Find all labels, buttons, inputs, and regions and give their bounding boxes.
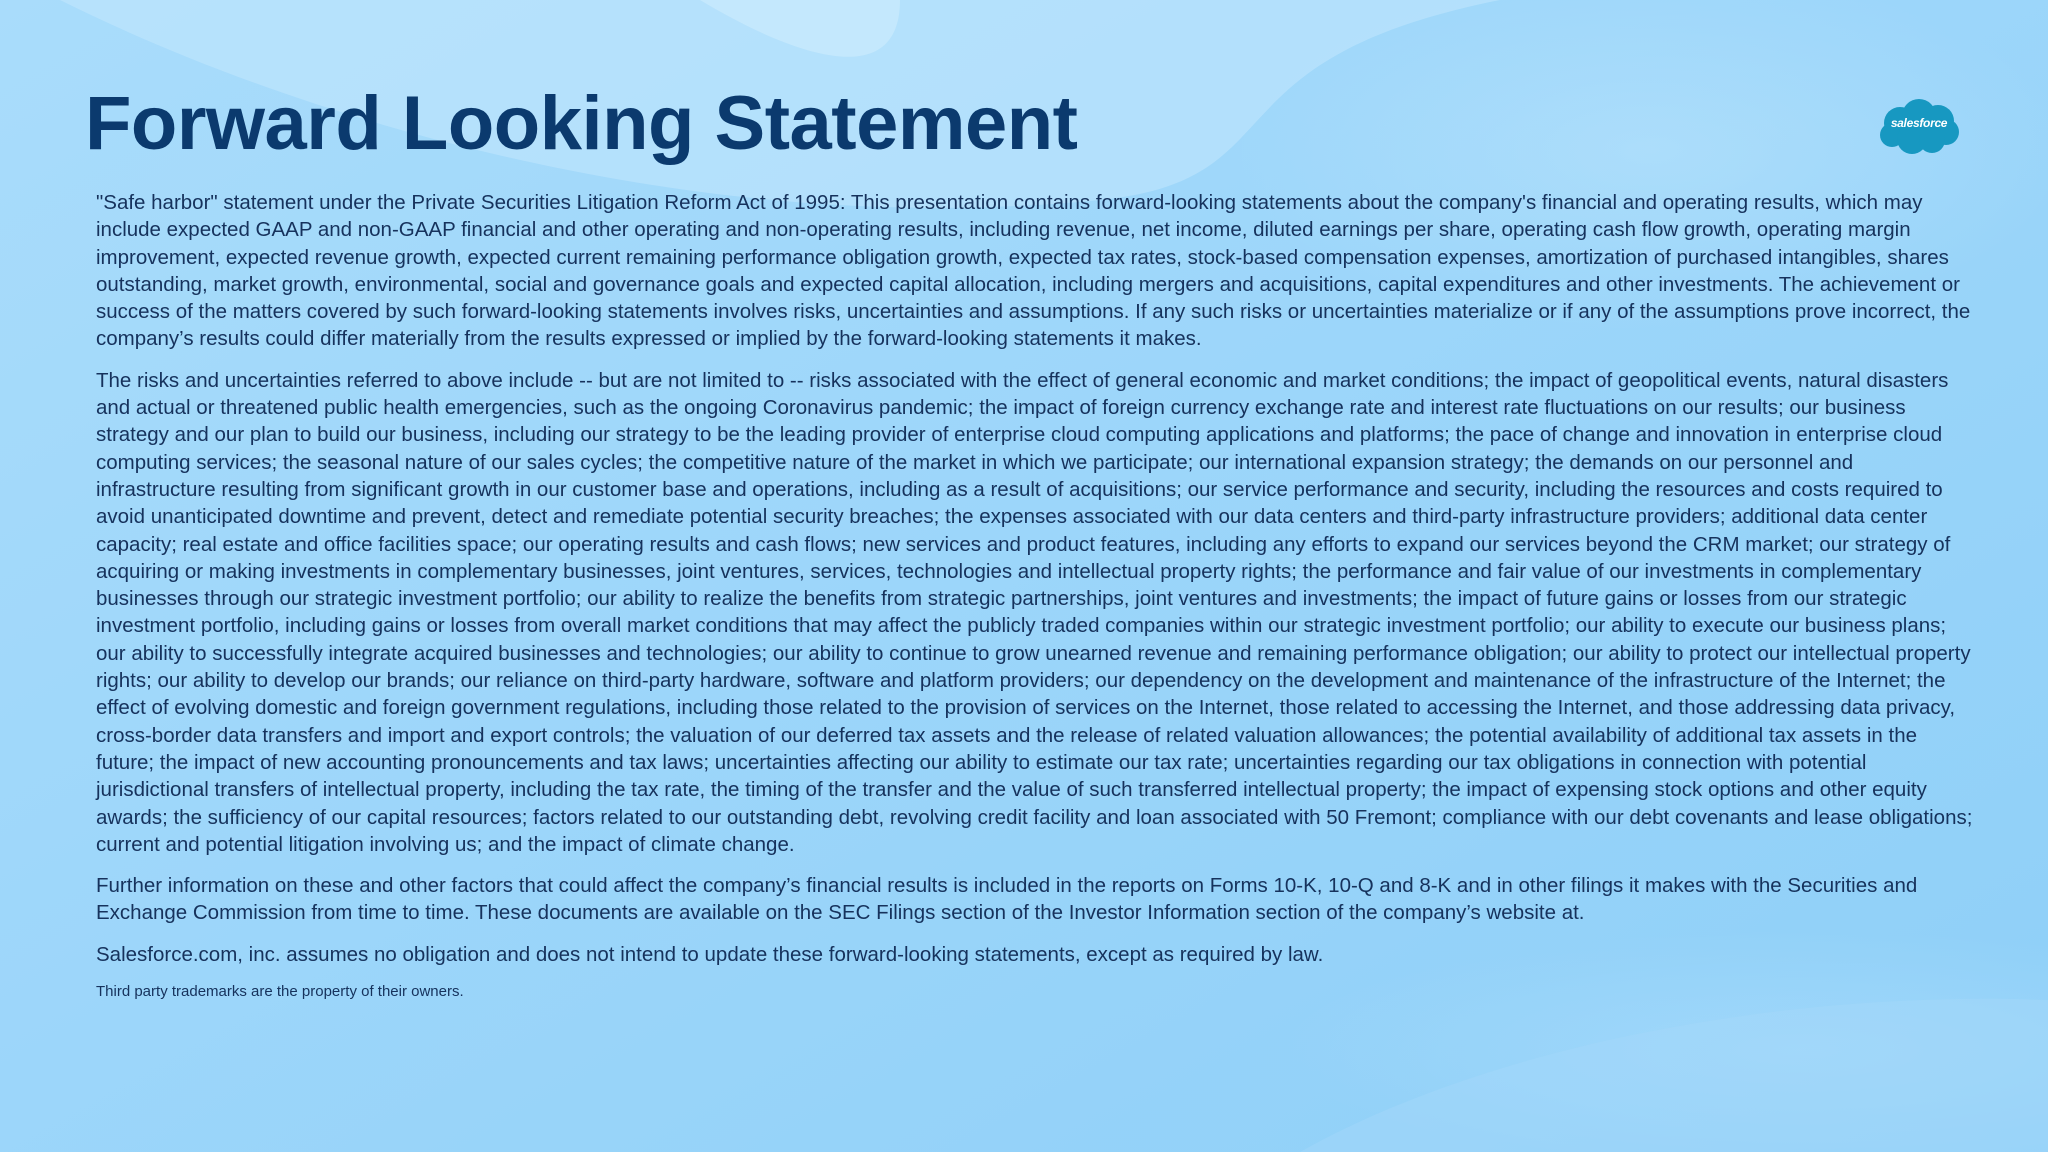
slide-title: Forward Looking Statement bbox=[85, 81, 1078, 166]
trademark-footnote: Third party trademarks are the property of their owners. bbox=[96, 983, 464, 1001]
risks-paragraph: The risks and uncertainties referred to above include -- but are not limited to -- risks associated with the effect of general economic and market conditions; the impact of geopolitical events, natural disasters and actual or threatened public health emergencies, such as the ongoing Coronavirus pandemic; the impact of foreign currency exchange rate and interest rate fluctuations on our results; our business strategy and our plan to build our business, including our strategy to be the leading provider of enterprise cloud computing applications and platforms; the pace of change and innovation in enterprise cloud computing services; the seasonal nature of our sales cycles; the competitive nature of the market in which we participate; our international expansion strategy; the demands on our personnel and infrastructure resulting from significant growth in our customer base and operations, including as a result of acquisitions; our service performance and security, including the resources and costs required to avoid unanticipated downtime and prevent, detect and remediate potential security breaches; the expenses associated with our data centers and third-party infrastructure providers; additional data center capacity; real estate and office facilities space; our operating results and cash flows; new services and product features, including any efforts to expand our services beyond the CRM market; our strategy of acquiring or making investments in complementary businesses, joint ventures, services, technologies and intellectual property rights; the performance and fair value of our investments in complementary businesses through our strategic investment portfolio; our ability to realize the benefits from strategic partnerships, joint ventures and investments; the impact of future gains or losses from our strategic investment portfolio, including gains or losses from overall market conditions that may affect the publicly traded companies within our strategic investment portfolio; our ability to execute our business plans; our ability to successfully integrate acquired businesses and technologies; our ability to continue to grow unearned revenue and remaining performance obligation; our ability to protect our intellectual property rights; our ability to develop our brands; our reliance on third-party hardware, software and platform providers; our dependency on the development and maintenance of the infrastructure of the Internet; the effect of evolving domestic and foreign government regulations, including those related to the provision of services on the Internet, those related to accessing the Internet, and those addressing data privacy, cross-border data transfers and import and export controls; the valuation of our deferred tax assets and the release of related valuation allowances; the potential availability of additional tax assets in the future; the impact of new accounting pronouncements and tax laws; uncertainties affecting our ability to estimate our tax rate; uncertainties regarding our tax obligations in connection with potential jurisdictional transfers of intellectual property, including the tax rate, the timing of the transfer and the value of such transferred intellectual property; the impact of expensing stock options and other equity awards; the sufficiency of our capital resources; factors related to our outstanding debt, revolving credit facility and loan associated with 50 Fremont; compliance with our debt covenants and lease obligations; current and potential litigation involving us; and the impact of climate change. bbox=[96, 368, 1973, 856]
logo-wordmark: salesforce bbox=[1890, 116, 1948, 130]
further-information-paragraph: Further information on these and other factors that could affect the company’s financial results is included in the reports on Forms 10-K, 10-Q and 8-K and in other filings it makes with the Securities and Exchange Commission from time to time. These documents are available on the SEC Filings section of the Investor Information section of the company’s website at. bbox=[96, 874, 1918, 925]
safe-harbor-paragraph: "Safe harbor" statement under the Private Securities Litigation Reform Act of 1995: This presentation contains forward-looking statements about the company's financial and operating results, which may include expected GAAP and non-GAAP financial and other operating and non-operating results, including revenue, net income, diluted earnings per share, operating cash flow growth, operating margin improvement, expected revenue growth, expected current remaining performance obligation growth, expected tax rates, stock-based compensation expenses, amortization of purchased intangibles, shares outstanding, market growth, environmental, social and governance goals and expected capital allocation, including mergers and acquisitions, capital expenditures and other investments. The achievement or success of the matters covered by such forward-looking statements involves risks, uncertainties and assumptions. If any such risks or uncertainties materialize or if any of the assumptions prove incorrect, the company’s results could differ materially from the results expressed or implied by the forward-looking statements it makes. bbox=[96, 191, 1971, 351]
no-obligation-paragraph: Salesforce.com, inc. assumes no obligation and does not intend to update these forward-looking statements, except as required by law. bbox=[96, 942, 1324, 966]
statement-body bbox=[96, 189, 1976, 1002]
salesforce-logo bbox=[1876, 97, 1962, 157]
